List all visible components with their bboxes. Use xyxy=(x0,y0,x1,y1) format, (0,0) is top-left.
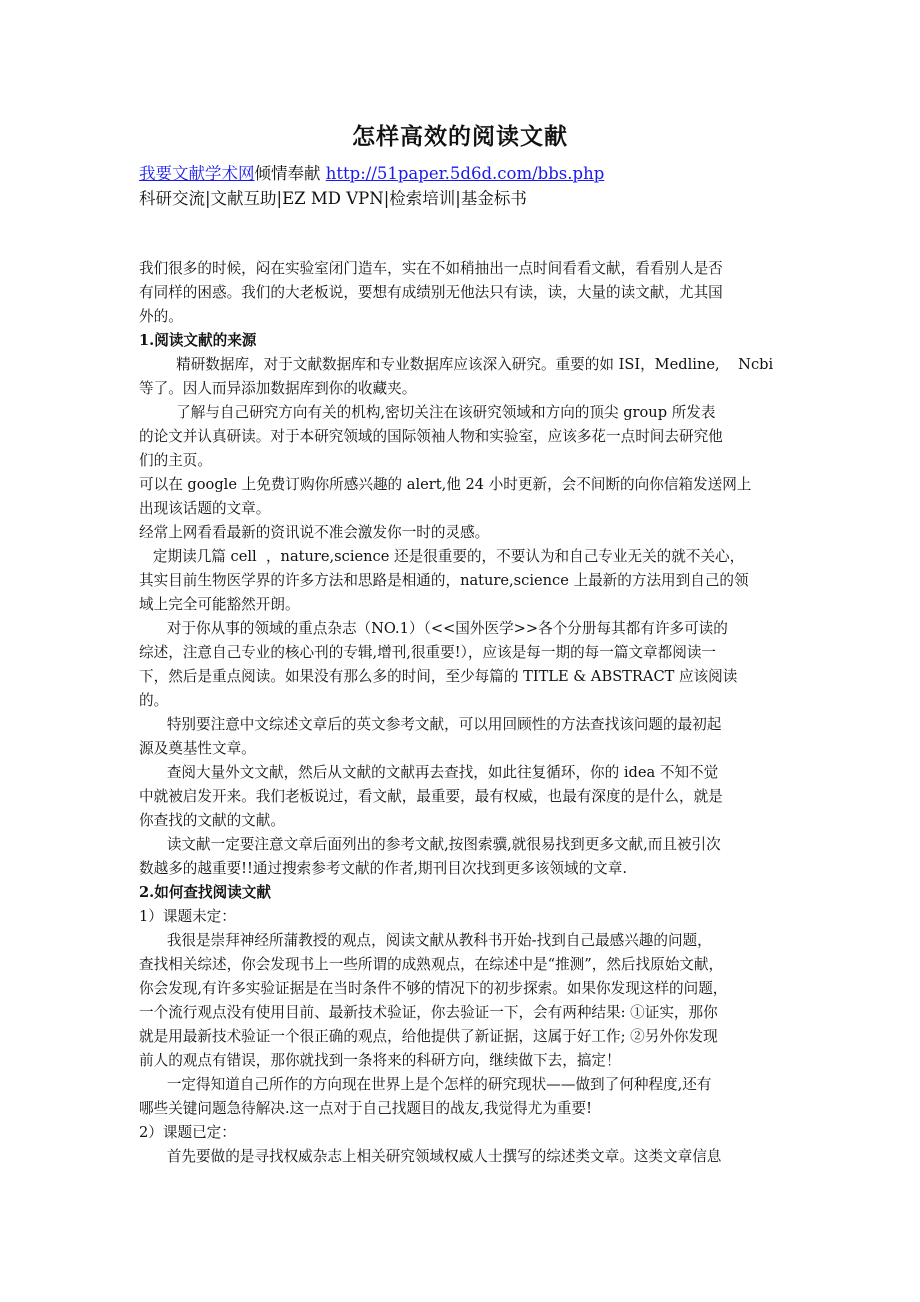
body-line: 其实目前生物医学界的许多方法和思路是相通的，nature,science 上最新的方法用到自己的领 xyxy=(139,572,749,589)
body-line: 前人的观点有错误，那你就找到一条将来的科研方向，继续做下去，搞定！ xyxy=(139,1052,621,1069)
body-line: 你查找的文献的文献。 xyxy=(139,812,285,829)
body-line: 特别要注意中文综述文章后的英文参考文献，可以用回顾性的方法查找该问题的最初起 xyxy=(139,716,722,733)
offer-text: 倾情奉献 xyxy=(254,164,321,183)
site-link[interactable]: 我要文献学术网 xyxy=(139,164,255,183)
body-line: 读文献一定要注意文章后面列出的参考文献,按图索骥,就很易找到更多文献,而且被引次 xyxy=(139,836,721,853)
url-link[interactable]: http://51paper.5d6d.com/bbs.php xyxy=(325,164,605,183)
body-line: 就是用最新技术验证一个很正确的观点，给他提供了新证据，这属于好工作; ②另外你发现 xyxy=(139,1028,718,1045)
body-line: 精研数据库，对于文献数据库和专业数据库应该深入研究。重要的如 ISI，Medline, Ncbi xyxy=(139,356,774,373)
body-line: 我很是崇拜神经所蒲教授的观点，阅读文献从教科书开始-找到自己最感兴趣的问题， xyxy=(139,932,712,949)
body-line: 首先要做的是寻找权威杂志上相关研究领域权威人士撰写的综述类文章。这类文章信息 xyxy=(139,1148,722,1165)
body-line: 中就被启发开来。我们老板说过，看文献，最重要，最有权威，也最有深度的是什么，就是 xyxy=(139,788,723,805)
body-line: 对于你从事的领域的重点杂志（NO.1）（<<国外医学>>各个分册每其都有许多可读的 xyxy=(139,620,728,637)
body-line: 等了。因人而异添加数据库到你的收藏夹。 xyxy=(139,380,417,397)
services-line: 科研交流|文献互助|EZ MD VPN|检索培训|基金标书 xyxy=(139,189,527,208)
body-line: 综述，注意自己专业的核心刊的专辑,增刊,很重要!），应该是每一期的每一篇文章都阅读一 xyxy=(139,644,717,661)
section-heading: 1.阅读文献的来源 xyxy=(139,332,257,349)
body-line: 们的主页。 xyxy=(139,452,212,469)
body-line: 的。 xyxy=(139,692,169,709)
body-line: 我们很多的时候，闷在实验室闭门造车，实在不如稍抽出一点时间看看文献，看看别人是否 xyxy=(139,260,723,277)
body-line: 查找相关综述，你会发现书上一些所谓的成熟观点，在综述中是“推测”，然后找原始文献， xyxy=(139,956,724,973)
body-line: 源及奠基性文章。 xyxy=(139,740,256,757)
body-line: 数越多的越重要!!通过搜索参考文献的作者,期刊目次找到更多该领域的文章. xyxy=(139,860,628,877)
body-line: 1）课题未定： xyxy=(139,908,236,925)
document-title: 怎样高效的阅读文献 xyxy=(352,123,568,150)
body-line: 一定得知道自己所作的方向现在世界上是个怎样的研究现状——做到了何种程度,还有 xyxy=(139,1076,712,1093)
body-line: 有同样的困惑。我们的大老板说，要想有成绩别无他法只有读，读，大量的读文献，尤其国 xyxy=(139,284,723,301)
body-line: 了解与自己研究方向有关的机构,密切关注在该研究领域和方向的顶尖 group 所发表 xyxy=(139,404,716,421)
source-line xyxy=(139,160,604,184)
body-line: 一个流行观点没有使用目前、最新技术验证，你去验证一下，会有两种结果: ①证实，那你 xyxy=(139,1004,718,1021)
body-line: 哪些关键问题急待解决.这一点对于自己找题目的战友,我觉得尤为重要! xyxy=(139,1100,592,1117)
section-heading: 2.如何查找阅读文献 xyxy=(139,884,271,901)
body-line: 下，然后是重点阅读。如果没有那么多的时间，至少每篇的 TITLE & ABSTRACT 应该阅读 xyxy=(139,668,738,685)
body-line: 定期读几篇 cell ，nature,science 还是很重要的，不要认为和自己专业无关的就不关心， xyxy=(139,548,745,565)
body-line: 经常上网看看最新的资讯说不准会激发你一时的灵感。 xyxy=(139,524,490,541)
body-line: 域上完全可能豁然开朗。 xyxy=(139,596,300,613)
body-line: 查阅大量外文文献，然后从文献的文献再去查找，如此往复循环，你的 idea 不知不觉 xyxy=(139,764,719,781)
body-line: 你会发现,有许多实验证据是在当时条件不够的情况下的初步探索。如果你发现这样的问题， xyxy=(139,980,728,997)
body-line: 出现该话题的文章。 xyxy=(139,500,271,517)
body-line: 2）课题已定： xyxy=(139,1124,236,1141)
body-line: 的论文并认真研读。对于本研究领域的国际领袖人物和实验室，应该多花一点时间去研究他 xyxy=(139,428,723,445)
body-line: 外的。 xyxy=(139,308,183,325)
body-line: 可以在 google 上免费订购你所感兴趣的 alert,他 24 小时更新，会不间断的向你信箱发送网上 xyxy=(139,476,752,493)
